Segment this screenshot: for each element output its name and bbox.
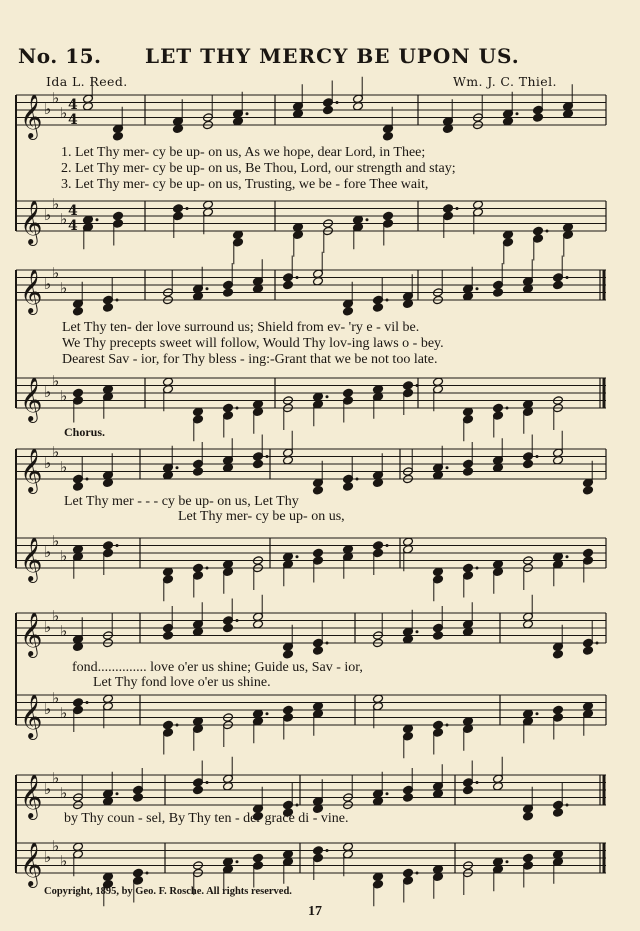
treble-clef-icon: 𝄞: [20, 694, 43, 738]
hymn-title: LET THY MERCY BE UPON US.: [145, 44, 520, 68]
verse-2-line-2: We Thy precepts sweet will follow, Would Thy lov-ing laws o - bey.: [62, 336, 444, 351]
verse-3-line-1: 3. Let Thy mer- cy be up- on us, Trusting, we be - fore Thee wait,: [61, 177, 429, 192]
note-head: [193, 785, 204, 795]
dot: [96, 218, 99, 221]
dot: [206, 781, 209, 784]
dot: [296, 804, 299, 807]
dot: [296, 555, 299, 558]
note-head: [583, 485, 594, 495]
verse-2-line-1: 2. Let Thy mer- cy be up- on us, Be Thou, Lord, our strength and stay;: [61, 161, 456, 176]
treble-clef-icon: 𝄞: [20, 537, 43, 581]
dot: [386, 792, 389, 795]
chorus-soprano-lyrics-3: by Thy coun - sel, By Thy ten - der grace di - vine.: [64, 811, 349, 826]
note-head: [343, 388, 354, 398]
flat-sign-icon: ♭: [60, 546, 68, 565]
flat-sign-icon: ♭: [52, 836, 60, 855]
note-head: [283, 280, 294, 290]
note-head: [373, 541, 384, 551]
note-head: [253, 853, 264, 863]
flat-sign-icon: ♭: [52, 531, 60, 550]
hymn-number: No. 15.: [18, 44, 102, 68]
note-head: [283, 705, 294, 715]
treble-clef-icon: 𝄞: [20, 269, 43, 313]
verse-3-line-2: Dearest Sav - ior, for Thy bless - ing:-Grant that we be not too late.: [62, 352, 438, 367]
note-head: [193, 467, 204, 477]
dot: [236, 619, 239, 622]
note-head: [103, 541, 114, 551]
flat-sign-icon: ♭: [60, 278, 68, 297]
dot: [476, 287, 479, 290]
verse-1-line-2: Let Thy ten- der love surround us; Shield from ev- 'ry e - vil be.: [62, 320, 420, 335]
flat-sign-icon: ♭: [44, 543, 52, 561]
dot: [326, 395, 329, 398]
flat-sign-icon: ♭: [60, 851, 68, 870]
note-head: [113, 131, 124, 141]
flat-sign-icon: ♭: [44, 848, 52, 866]
dot: [206, 287, 209, 290]
flat-sign-icon: ♭: [52, 606, 60, 625]
dot: [116, 299, 119, 302]
dot: [416, 630, 419, 633]
dot: [116, 792, 119, 795]
note-head: [553, 808, 564, 818]
note-head: [313, 646, 324, 656]
flat-sign-icon: ♭: [60, 457, 68, 476]
flat-sign-icon: ♭: [60, 386, 68, 405]
note-head: [373, 303, 384, 313]
time-signature: 4: [68, 203, 78, 219]
chorus-soprano-lyrics-1: Let Thy mer - - - cy be up- on us, Let Thy: [64, 494, 299, 509]
note-head: [433, 631, 444, 641]
note-head: [533, 226, 544, 236]
note-head: [533, 113, 544, 123]
flat-sign-icon: ♭: [44, 383, 52, 401]
flat-sign-icon: ♭: [44, 454, 52, 472]
copyright-notice: Copyright, 1895, by Geo. F. Rosche. All rights reserved.: [44, 886, 292, 897]
chorus-alto-lyrics-1: Let Thy mer- cy be up- on us,: [178, 509, 345, 524]
note-head: [223, 288, 234, 298]
note-head: [73, 388, 84, 398]
dot: [176, 466, 179, 469]
verse-lyrics-line-2: [62, 320, 444, 368]
dot: [476, 781, 479, 784]
note-head: [463, 785, 474, 795]
treble-clef-icon: 𝄞: [20, 94, 43, 138]
dot: [446, 466, 449, 469]
note-head: [523, 853, 534, 863]
treble-clef-icon: 𝄞: [20, 612, 43, 656]
dot: [596, 642, 599, 645]
dot: [266, 455, 269, 458]
note-head: [283, 649, 294, 659]
note-head: [523, 459, 534, 469]
dot: [566, 804, 569, 807]
note-head: [73, 698, 84, 708]
note-head: [323, 105, 334, 115]
note-head: [113, 211, 124, 221]
flat-sign-icon: ♭: [60, 783, 68, 802]
note-head: [403, 793, 414, 803]
dot: [536, 455, 539, 458]
note-head: [553, 649, 564, 659]
flat-sign-icon: ♭: [44, 700, 52, 718]
note-head: [443, 204, 454, 214]
note-head: [583, 548, 594, 558]
dot: [356, 478, 359, 481]
dot: [326, 642, 329, 645]
dot: [506, 407, 509, 410]
flat-sign-icon: ♭: [60, 103, 68, 122]
note-head: [553, 280, 564, 290]
note-head: [383, 211, 394, 221]
note-head: [403, 381, 414, 391]
dot: [176, 724, 179, 727]
dot: [236, 860, 239, 863]
note-head: [493, 288, 504, 298]
dot: [516, 112, 519, 115]
note-head: [403, 868, 414, 878]
dot: [476, 567, 479, 570]
dot: [546, 230, 549, 233]
treble-clef-icon: 𝄞: [20, 774, 43, 818]
flat-sign-icon: ♭: [60, 209, 68, 228]
note-head: [253, 459, 264, 469]
dot: [506, 860, 509, 863]
dot: [386, 299, 389, 302]
flat-sign-icon: ♭: [52, 768, 60, 787]
dot: [246, 112, 249, 115]
flat-sign-icon: ♭: [44, 100, 52, 118]
dot: [386, 544, 389, 547]
verse-1-line-1: 1. Let Thy mer- cy be up- on us, As we hope, dear Lord, in Thee;: [61, 145, 426, 160]
note-head: [73, 482, 84, 492]
dot: [536, 712, 539, 715]
time-signature: 4: [68, 218, 78, 234]
dot: [326, 849, 329, 852]
note-head: [523, 811, 534, 821]
note-head: [343, 306, 354, 316]
lyricist: Ida L. Reed.: [46, 74, 128, 89]
dot: [86, 701, 89, 704]
composer: Wm. J. C. Thiel.: [453, 74, 557, 89]
note-head: [163, 631, 174, 641]
chorus-soprano-lyrics-2: fond.............. love o'er us shine; Guide us, Sav - ior,: [72, 660, 363, 675]
note-head: [583, 646, 594, 656]
note-head: [433, 720, 444, 730]
page-number: 17: [308, 904, 322, 919]
dot: [86, 478, 89, 481]
dot: [416, 872, 419, 875]
dot: [566, 276, 569, 279]
flat-sign-icon: ♭: [60, 621, 68, 640]
note-head: [163, 720, 174, 730]
time-signature: 4: [68, 112, 78, 128]
flat-sign-icon: ♭: [52, 263, 60, 282]
flat-sign-icon: ♭: [52, 194, 60, 213]
treble-clef-icon: 𝄞: [20, 200, 43, 244]
flat-sign-icon: ♭: [52, 371, 60, 390]
treble-clef-icon: 𝄞: [20, 377, 43, 421]
note-head: [73, 306, 84, 316]
note-head: [133, 793, 144, 803]
note-head: [463, 467, 474, 477]
dot: [296, 276, 299, 279]
dot: [236, 407, 239, 410]
note-head: [103, 303, 114, 313]
dot: [206, 567, 209, 570]
treble-clef-icon: 𝄞: [20, 842, 43, 886]
flat-sign-icon: ♭: [52, 442, 60, 461]
treble-clef-icon: 𝄞: [20, 448, 43, 492]
dot: [146, 872, 149, 875]
dot: [566, 555, 569, 558]
note-head: [313, 846, 324, 856]
note-head: [313, 548, 324, 558]
note-head: [383, 131, 394, 141]
dot: [266, 712, 269, 715]
note-head: [463, 563, 474, 573]
verse-lyrics-line-1: [61, 145, 456, 193]
dot: [416, 384, 419, 387]
note-head: [173, 204, 184, 214]
dot: [116, 544, 119, 547]
chorus-label: Chorus.: [64, 425, 106, 439]
note-head: [553, 705, 564, 715]
note-head: [223, 403, 234, 413]
dot: [336, 101, 339, 104]
dot: [186, 207, 189, 210]
flat-sign-icon: ♭: [44, 618, 52, 636]
note-head: [313, 485, 324, 495]
note-head: [493, 403, 504, 413]
flat-sign-icon: ♭: [44, 275, 52, 293]
chorus-alto-lyrics-2: Let Thy fond love o'er us shine.: [93, 675, 271, 690]
note-head: [343, 482, 354, 492]
flat-sign-icon: ♭: [52, 688, 60, 707]
note-head: [133, 868, 144, 878]
time-signature: 4: [68, 97, 78, 113]
dot: [366, 218, 369, 221]
flat-sign-icon: ♭: [60, 703, 68, 722]
note-head: [223, 623, 234, 633]
dot: [446, 724, 449, 727]
flat-sign-icon: ♭: [44, 206, 52, 224]
flat-sign-icon: ♭: [44, 780, 52, 798]
note-head: [193, 563, 204, 573]
dot: [456, 207, 459, 210]
flat-sign-icon: ♭: [52, 88, 60, 107]
